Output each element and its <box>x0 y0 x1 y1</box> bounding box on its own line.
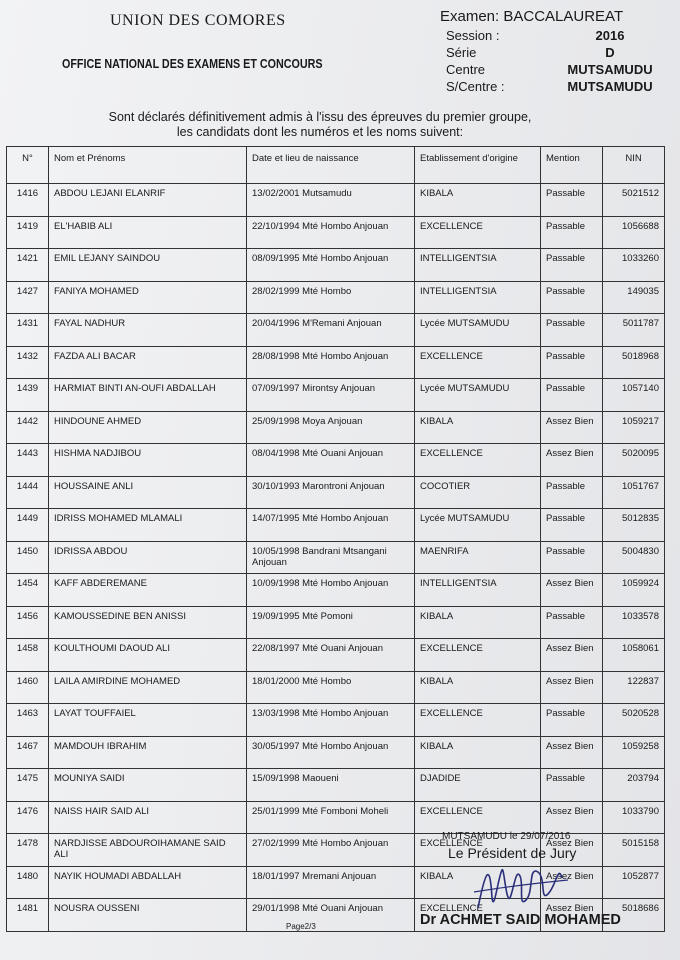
table-row <box>7 281 665 314</box>
row-mention: Assez Bien <box>541 834 603 867</box>
row-nin: 1033578 <box>603 606 665 639</box>
table-row <box>7 444 665 477</box>
row-school: INTELLIGENTSIA <box>415 574 541 607</box>
row-number: 1431 <box>7 314 49 347</box>
table-row <box>7 314 665 347</box>
row-name: HARMIAT BINTI AN-OUFI ABDALLAH <box>49 379 247 412</box>
results-table <box>6 146 665 932</box>
row-name: NOUSRA OUSSENI <box>49 899 247 932</box>
row-birth: 30/10/1993 Marontroni Anjouan <box>247 476 415 509</box>
page-number: Page2/3 <box>286 922 316 931</box>
row-birth: 22/10/1994 Mté Hombo Anjouan <box>247 216 415 249</box>
row-name: KAFF ABDEREMANE <box>49 574 247 607</box>
row-number: 1416 <box>7 184 49 217</box>
table-row <box>7 639 665 672</box>
row-name: HOUSSAINE ANLI <box>49 476 247 509</box>
intro-line-1: Sont déclarés définitivement admis à l'issu des épreuves du premier groupe, <box>108 110 532 124</box>
row-nin: 1056688 <box>603 216 665 249</box>
row-school: KIBALA <box>415 606 541 639</box>
row-mention: Assez Bien <box>541 866 603 899</box>
row-birth: 07/09/1997 Mirontsy Anjouan <box>247 379 415 412</box>
row-birth: 08/04/1998 Mté Ouani Anjouan <box>247 444 415 477</box>
country-heading: UNION DES COMORES <box>110 12 286 29</box>
row-mention: Passable <box>541 509 603 542</box>
row-birth: 25/09/1998 Moya Anjouan <box>247 411 415 444</box>
row-number: 1443 <box>7 444 49 477</box>
row-number: 1421 <box>7 249 49 282</box>
row-mention: Passable <box>541 769 603 802</box>
row-mention: Passable <box>541 606 603 639</box>
row-mention: Passable <box>541 704 603 737</box>
row-mention: Passable <box>541 314 603 347</box>
row-birth: 20/04/1996 M'Remani Anjouan <box>247 314 415 347</box>
intro-line-2: les candidats dont les numéros et les noms suivent: <box>176 125 464 139</box>
row-name: HINDOUNE AHMED <box>49 411 247 444</box>
row-birth: 30/05/1997 Mté Hombo Anjouan <box>247 736 415 769</box>
row-school: DJADIDE <box>415 769 541 802</box>
row-mention: Assez Bien <box>541 411 603 444</box>
col-header-name: Nom et Prénoms <box>49 147 247 184</box>
row-nin: 1033260 <box>603 249 665 282</box>
row-number: 1481 <box>7 899 49 932</box>
row-name: NARDJISSE ABDOUROIHAMANE SAID ALI <box>49 834 247 867</box>
row-birth: 19/09/1995 Mté Pomoni <box>247 606 415 639</box>
row-number: 1463 <box>7 704 49 737</box>
row-school: EXCELLENCE <box>415 639 541 672</box>
row-nin: 149035 <box>603 281 665 314</box>
row-school: EXCELLENCE <box>415 899 541 932</box>
exam-title: Examen: BACCALAUREAT <box>440 8 624 25</box>
row-name: EL'HABIB ALI <box>49 216 247 249</box>
row-birth: 22/08/1997 Mté Ouani Anjouan <box>247 639 415 672</box>
row-number: 1460 <box>7 671 49 704</box>
row-name: ABDOU LEJANI ELANRIF <box>49 184 247 217</box>
row-mention: Passable <box>541 379 603 412</box>
row-nin: 5020095 <box>603 444 665 477</box>
signature-mark <box>468 858 578 918</box>
row-school: KIBALA <box>415 736 541 769</box>
row-school: MAENRIFA <box>415 541 541 574</box>
row-mention: Passable <box>541 249 603 282</box>
row-birth: 18/01/1997 Mremani Anjouan <box>247 866 415 899</box>
row-birth: 28/08/1998 Mté Hombo Anjouan <box>247 346 415 379</box>
row-nin: 5011787 <box>603 314 665 347</box>
row-name: MOUNIYA SAIDI <box>49 769 247 802</box>
row-birth: 10/09/1998 Mté Hombo Anjouan <box>247 574 415 607</box>
office-heading: OFFICE NATIONAL DES EXAMENS ET CONCOURS <box>62 57 323 71</box>
row-school: Lycée MUTSAMUDU <box>415 509 541 542</box>
row-number: 1450 <box>7 541 49 574</box>
table-row <box>7 216 665 249</box>
table-row <box>7 574 665 607</box>
row-name: FAZDA ALI BACAR <box>49 346 247 379</box>
row-number: 1475 <box>7 769 49 802</box>
row-nin: 5020528 <box>603 704 665 737</box>
row-birth: 18/01/2000 Mté Hombo <box>247 671 415 704</box>
row-birth: 28/02/1999 Mté Hombo <box>247 281 415 314</box>
table-row <box>7 736 665 769</box>
row-number: 1458 <box>7 639 49 672</box>
row-school: EXCELLENCE <box>415 444 541 477</box>
table-row <box>7 379 665 412</box>
row-mention: Assez Bien <box>541 801 603 834</box>
row-nin: 5018968 <box>603 346 665 379</box>
row-school: COCOTIER <box>415 476 541 509</box>
row-name: FANIYA MOHAMED <box>49 281 247 314</box>
row-name: IDRISS MOHAMED MLAMALI <box>49 509 247 542</box>
table-row <box>7 606 665 639</box>
row-school: Lycée MUTSAMUDU <box>415 379 541 412</box>
table-row <box>7 249 665 282</box>
row-mention: Passable <box>541 281 603 314</box>
row-mention: Assez Bien <box>541 574 603 607</box>
row-mention: Assez Bien <box>541 736 603 769</box>
col-header-birth: Date et lieu de naissance <box>247 147 415 184</box>
president-title: Le Président de Jury <box>448 845 577 861</box>
table-row <box>7 541 665 574</box>
row-nin: 5018686 <box>603 899 665 932</box>
table-row <box>7 769 665 802</box>
row-name: KAMOUSSEDINE BEN ANISSI <box>49 606 247 639</box>
row-mention: Assez Bien <box>541 671 603 704</box>
row-mention: Passable <box>541 346 603 379</box>
row-name: LAYAT TOUFFAIEL <box>49 704 247 737</box>
row-name: IDRISSA ABDOU <box>49 541 247 574</box>
row-school: KIBALA <box>415 411 541 444</box>
row-name: HISHMA NADJIBOU <box>49 444 247 477</box>
row-name: LAILA AMIRDINE MOHAMED <box>49 671 247 704</box>
row-number: 1442 <box>7 411 49 444</box>
row-name: KOULTHOUMI DAOUD ALI <box>49 639 247 672</box>
row-mention: Assez Bien <box>541 899 603 932</box>
centre-row: Centre MUTSAMUDU <box>446 62 653 77</box>
row-mention: Passable <box>541 216 603 249</box>
row-nin: 5004830 <box>603 541 665 574</box>
row-school: EXCELLENCE <box>415 834 541 867</box>
row-birth: 25/01/1999 Mté Fomboni Moheli <box>247 801 415 834</box>
table-header-row <box>7 147 665 184</box>
row-nin: 1059258 <box>603 736 665 769</box>
table-row <box>7 411 665 444</box>
row-school: INTELLIGENTSIA <box>415 249 541 282</box>
session-row: Session : 2016 <box>446 28 625 43</box>
row-birth: 08/09/1995 Mté Hombo Anjouan <box>247 249 415 282</box>
exam-info <box>440 8 680 95</box>
row-name: MAMDOUH IBRAHIM <box>49 736 247 769</box>
row-mention: Assez Bien <box>541 639 603 672</box>
row-school: KIBALA <box>415 866 541 899</box>
row-school: EXCELLENCE <box>415 704 541 737</box>
serie-row: Série D <box>446 45 615 60</box>
row-nin: 1059924 <box>603 574 665 607</box>
row-school: KIBALA <box>415 184 541 217</box>
table-row <box>7 184 665 217</box>
col-header-mention: Mention <box>541 147 603 184</box>
row-nin: 122837 <box>603 671 665 704</box>
row-name: FAYAL NADHUR <box>49 314 247 347</box>
row-school: INTELLIGENTSIA <box>415 281 541 314</box>
table-row <box>7 476 665 509</box>
table-row <box>7 801 665 834</box>
row-school: EXCELLENCE <box>415 216 541 249</box>
row-mention: Assez Bien <box>541 444 603 477</box>
row-school: Lycée MUTSAMUDU <box>415 314 541 347</box>
row-nin: 1052877 <box>603 866 665 899</box>
row-nin: 1051767 <box>603 476 665 509</box>
row-name: NAYIK HOUMADI ABDALLAH <box>49 866 247 899</box>
subcentre-row: S/Centre : MUTSAMUDU <box>446 79 653 94</box>
row-school: EXCELLENCE <box>415 346 541 379</box>
row-birth: 13/02/2001 Mutsamudu <box>247 184 415 217</box>
row-number: 1449 <box>7 509 49 542</box>
row-school: KIBALA <box>415 671 541 704</box>
row-mention: Passable <box>541 476 603 509</box>
row-number: 1476 <box>7 801 49 834</box>
table-row <box>7 704 665 737</box>
row-nin: 5012835 <box>603 509 665 542</box>
row-mention: Passable <box>541 541 603 574</box>
row-number: 1480 <box>7 866 49 899</box>
col-header-school: Etablissement d'origine <box>415 147 541 184</box>
row-nin: 5015158 <box>603 834 665 867</box>
intro-text <box>0 110 640 140</box>
row-number: 1427 <box>7 281 49 314</box>
president-name: Dr ACHMET SAID MOHAMED <box>420 912 621 928</box>
row-nin: 1058061 <box>603 639 665 672</box>
row-number: 1454 <box>7 574 49 607</box>
place-date: MUTSAMUDU le 29/07/2016 <box>442 831 571 842</box>
row-number: 1478 <box>7 834 49 867</box>
row-number: 1467 <box>7 736 49 769</box>
row-name: NAISS HAIR SAID ALI <box>49 801 247 834</box>
row-number: 1419 <box>7 216 49 249</box>
row-school: EXCELLENCE <box>415 801 541 834</box>
table-row <box>7 671 665 704</box>
row-birth: 10/05/1998 Bandrani Mtsangani Anjouan <box>247 541 415 574</box>
row-mention: Passable <box>541 184 603 217</box>
col-header-number: N° <box>7 147 49 184</box>
row-birth: 15/09/1998 Maoueni <box>247 769 415 802</box>
row-birth: 27/02/1999 Mté Hombo Anjouan <box>247 834 415 867</box>
row-birth: 29/01/1998 Mté Ouani Anjouan <box>247 899 415 932</box>
row-number: 1456 <box>7 606 49 639</box>
row-number: 1439 <box>7 379 49 412</box>
row-birth: 14/07/1995 Mté Hombo Anjouan <box>247 509 415 542</box>
row-nin: 203794 <box>603 769 665 802</box>
row-number: 1432 <box>7 346 49 379</box>
row-birth: 13/03/1998 Mté Hombo Anjouan <box>247 704 415 737</box>
row-nin: 1057140 <box>603 379 665 412</box>
table-row <box>7 346 665 379</box>
row-number: 1444 <box>7 476 49 509</box>
row-nin: 5021512 <box>603 184 665 217</box>
row-nin: 1033790 <box>603 801 665 834</box>
row-nin: 1059217 <box>603 411 665 444</box>
col-header-nin: NIN <box>603 147 665 184</box>
table-row <box>7 509 665 542</box>
row-name: EMIL LEJANY SAINDOU <box>49 249 247 282</box>
